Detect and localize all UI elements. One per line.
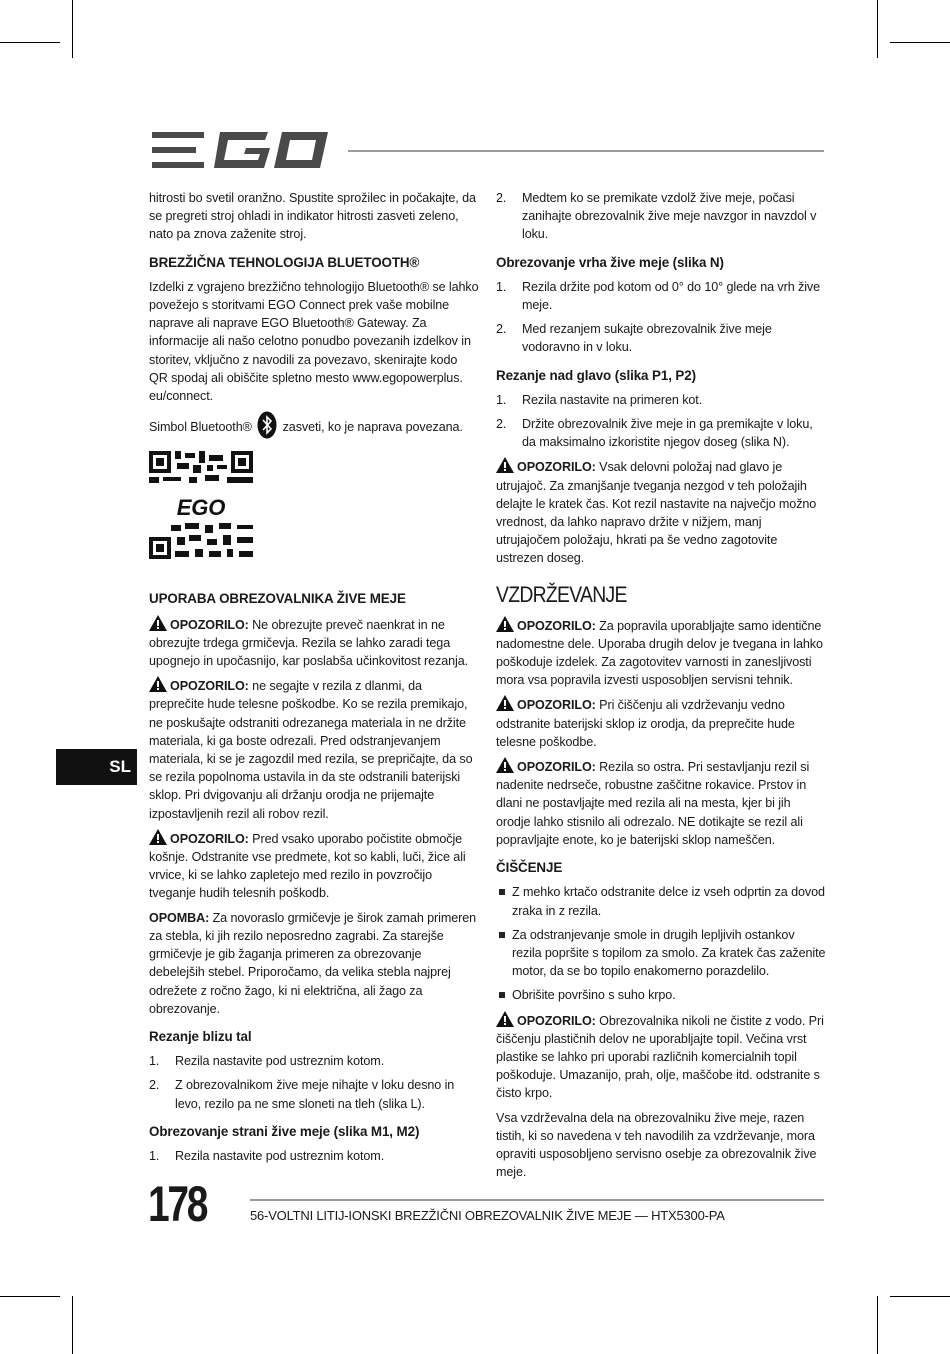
qr-ego-logo: EGO [176, 495, 226, 521]
warning-2 [149, 676, 479, 823]
side-trim-list-cont [496, 189, 826, 244]
list-item: Obrišite površino s suho krpo. [496, 986, 826, 1004]
bt-symbol-text-a: Simbol Bluetooth® [149, 420, 252, 435]
warning-icon [496, 616, 514, 632]
overhead-list [496, 391, 826, 452]
warning-label: OPOZORILO: [170, 679, 249, 694]
warning-label: OPOZORILO: [517, 760, 596, 775]
ego-logo [150, 130, 330, 170]
left-column [149, 189, 479, 1171]
warning-label: OPOZORILO: [170, 831, 249, 846]
warning-text: ne segajte v rezila z dlanmi, da preprečite hude telesne poškodbe. Ko se rezila premikajo, ne poskušajte odstraniti odrezanega materiala in ne držite materiala, ki ga boste odrezali. Pred odstranjevanjem materiala, ki se je zagozdil med rezila, se prepričajte, da so se rezila popolnoma ustavila in da ste odstranili baterijski sklop. Pri dvigovanju ali držanju orodja ne prijemajte izpostavljenih rezil ali robov rezil. [149, 679, 473, 821]
page-number: 178 [148, 1176, 207, 1232]
warning-3 [149, 829, 479, 903]
crop-mark [0, 1296, 60, 1297]
warning-icon [496, 695, 514, 711]
bluetooth-heading: BREZŽIČNA TEHNOLOGIJA BLUETOOTH® [149, 254, 420, 270]
bullet-square-icon [499, 992, 505, 998]
qr-code[interactable] [149, 451, 254, 561]
list-item: 1. Rezila držite pod kotom od 0° do 10° glede na vrh žive meje. [496, 279, 821, 313]
crop-mark [0, 42, 60, 43]
cleaning-list [496, 883, 826, 1004]
warning-icon [496, 1011, 514, 1027]
list-item: Z mehko krtačo odstranite delce iz vseh odprtin za dovod zraka in z rezila. [496, 883, 826, 919]
warning-clean [496, 1011, 826, 1103]
list-item: 2. Medtem ko se premikate vzdolž žive meje, počasi zanihajte obrezovalnik žive meje navzgor in navzdol v loku. [496, 191, 817, 242]
close-cut-heading: Rezanje blizu tal [149, 1028, 252, 1044]
note-text: Za novoraslo grmičevje je širok zamah primeren za stebla, ki jih rezilo neposredno zagrabi. Za starejše grmičevje je gib žaganja primeren za obrezovanje debelejših stebel. Priporočamo, da velika stebla najprej odrežete z ročno žago, ki ni električna, ali žago za obrezovanje. [149, 910, 477, 1016]
warning-text: Ne obrezujte preveč naenkrat in ne obrezujte trdega grmičevja. Rezila se lahko zaradi tega upognejo in upočasnijo, kar poslabša učinkovitost rezanja. [149, 617, 469, 669]
warning-text: Pri čiščenju ali vzdrževanju vedno odstranite baterijski sklop iz orodja, da preprečite hude telesne poškodbe. [496, 698, 795, 749]
top-trim-list [496, 278, 826, 357]
warning-text: Vsak delovni položaj nad glavo je utrujajoč. Za zmanjšanje tveganja nezgod v teh položajih delajte le kratek čas. Kot rezil nastavite na največjo možno vrednost, da lahko napravo držite v nižjem, manj utrujajočem položaju, hkrati pa še vedno zagotovite ustrezen doseg. [496, 460, 817, 566]
list-item: 1. Rezila nastavite na primeren kot. [496, 392, 703, 407]
warning-maint-3 [496, 757, 826, 849]
warning-text: Pred vsako uporabo počistite območje košnje. Odstranite vse predmete, kot so kabli, luči, žice ali vrvice, ki se lahko zapletejo med rezilo in povzročijo tveganje hudih telesnih poškodb. [149, 831, 466, 901]
intro-paragraph: hitrosti bo svetil oranžno. Spustite sprožilec in počakajte, da se pregreti stroj ohladi in indikator hitrosti zasveti zeleno, nato pa znova zaženite stroj. [149, 191, 476, 242]
warning-text: Obrezovalnika nikoli ne čistite z vodo. Pri čiščenju plastičnih delov ne uporabljajte topil. Večina vrst plastike se lahko pri uporabi različnih komercialnih topil poškoduje. Umazanijo, prah, olje, maščobe itd. odstranite s čisto krpo. [496, 1013, 824, 1101]
list-item: 1. Rezila nastavite pod ustreznim kotom. [149, 1148, 385, 1163]
warning-maint-1 [496, 616, 826, 690]
final-paragraph: Vsa vzdrževalna dela na obrezovalniku žive meje, razen tistih, ki so navedena v teh navodilih za vzdrževanje, mora opraviti usposobljeno servisno osebje za obrezovalnik žive meje. [496, 1110, 817, 1180]
maintenance-heading: VZDRŽEVANJE [496, 581, 627, 607]
warning-1 [149, 615, 479, 671]
warning-label: OPOZORILO: [517, 1013, 596, 1028]
crop-mark [890, 1296, 950, 1297]
crop-mark [877, 0, 878, 58]
crop-mark [890, 42, 950, 43]
list-item: 2. Držite obrezovalnik žive meje in ga premikajte v loku, da maksimalno izkoristite njegov doseg (slika N). [496, 417, 813, 450]
crop-mark [72, 0, 73, 58]
list-item: 2. Med rezanjem sukajte obrezovalnik žive meje vodoravno in v loku. [496, 322, 772, 355]
note-label: OPOMBA: [149, 910, 210, 925]
side-trim-list [149, 1147, 479, 1165]
bluetooth-text: Izdelki z vgrajeno brezžično tehnologijo Bluetooth® se lahko povežejo s storitvami EGO Connect prek vaše mobilne naprave ali naprave EGO Bluetooth® Gateway. Za informacije ali našo celotno ponudbo povezanih izdelkov in storitev, vključno z navodili za povezavo, skenirajte kodo QR spodaj ali obiščite spletno mesto www.egopowerplus. eu/connect. [149, 279, 479, 404]
use-heading: UPORABA OBREZOVALNIKA ŽIVE MEJE [149, 591, 406, 607]
right-column [496, 189, 826, 1187]
language-tab: SL [56, 749, 137, 785]
bluetooth-symbol-line [149, 411, 479, 439]
warning-label: OPOZORILO: [517, 698, 596, 713]
list-item: 1. Rezila nastavite pod ustreznim kotom. [149, 1054, 385, 1069]
warning-maint-2 [496, 695, 826, 751]
warning-overhead [496, 457, 826, 567]
header-rule [348, 150, 824, 152]
warning-label: OPOZORILO: [517, 618, 596, 633]
warning-label: OPOZORILO: [517, 460, 596, 475]
close-cut-list [149, 1052, 479, 1113]
cleaning-heading: ČIŠČENJE [496, 860, 563, 876]
list-item: Za odstranjevanje smole in drugih lepljivih ostankov rezila popršite s topilom za smolo. Za kratek čas zaženite motor, da se bo topilo enakomerno porazdelilo. [496, 926, 826, 981]
crop-mark [877, 1296, 878, 1354]
warning-icon [149, 676, 167, 692]
crop-mark [72, 1296, 73, 1354]
note [149, 909, 479, 1018]
warning-label: OPOZORILO: [170, 617, 249, 632]
bullet-square-icon [499, 932, 505, 938]
bt-symbol-text-b: zasveti, ko je naprava povezana. [282, 420, 463, 435]
warning-icon [149, 829, 167, 845]
bluetooth-icon [257, 411, 277, 439]
warning-icon [149, 615, 167, 631]
warning-text: Za popravila uporabljajte samo identične nadomestne dele. Uporaba drugih delov je tvegana in lahko poškoduje izdelek. Za zagotovitev varnosti in zanesljivosti mora vsa popravila izvesti usposobljen servisni tehnik. [496, 618, 823, 688]
overhead-heading: Rezanje nad glavo (slika P1, P2) [496, 367, 696, 383]
top-trim-heading: Obrezovanje vrha žive meje (slika N) [496, 254, 724, 270]
footer-rule [250, 1199, 824, 1201]
bullet-square-icon [499, 889, 505, 895]
footer-title: 56-VOLTNI LITIJ-IONSKI BREZŽIČNI OBREZOVALNIK ŽIVE MEJE — HTX5300-PA [250, 1208, 725, 1223]
list-item: 2. Z obrezovalnikom žive meje nihajte v loku desno in levo, rezilo pa ne sme sloneti na tleh (slika L). [149, 1078, 455, 1111]
warning-icon [496, 457, 514, 473]
warning-text: Rezila so ostra. Pri sestavljanju rezil si nadenite nedrseče, robustne zaščitne rokavice. Prstov in dlani ne postavljajte med rezila ali na mesta, kjer bi jih orodje lahko stisnilo ali odrezalo. NE dotikajte se rezil ali popravljajte enote, ko je baterijski sklop nameščen. [496, 760, 810, 847]
warning-icon [496, 757, 514, 773]
side-trim-heading: Obrezovanje strani žive meje (slika M1, M2) [149, 1123, 420, 1139]
